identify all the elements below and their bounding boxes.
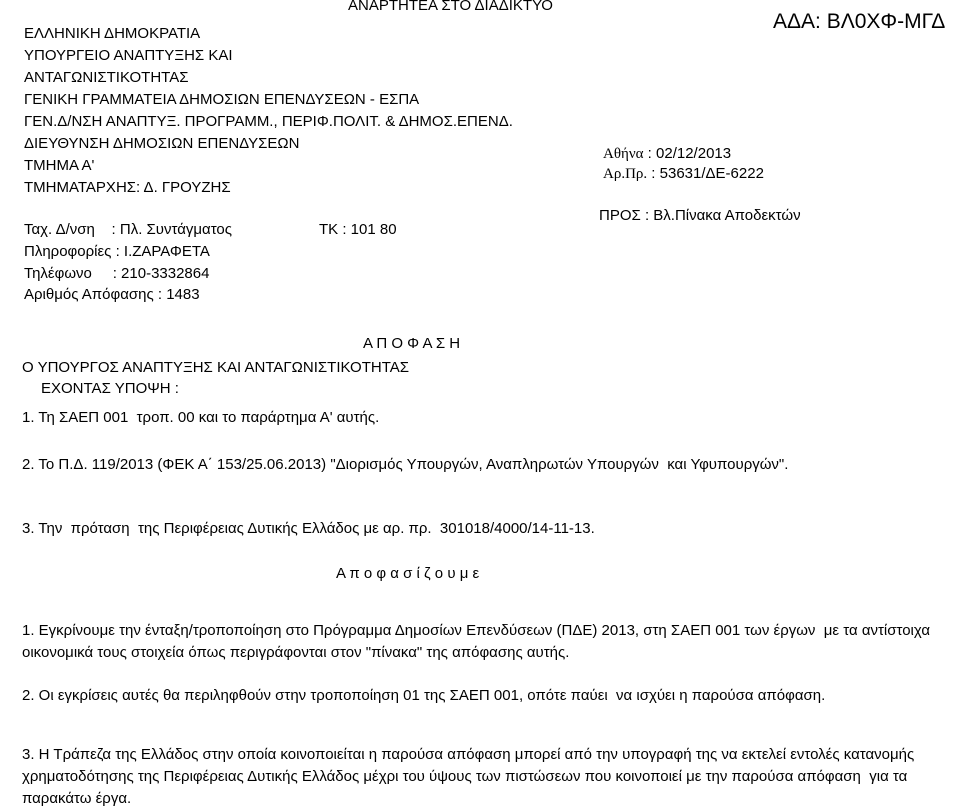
sender-line: ΕΛΛΗΝΙΚΗ ΔΗΜΟΚΡΑΤΙΑ	[24, 25, 201, 42]
sender-address: Ταχ. Δ/νση : Πλ. Συντάγματος	[24, 221, 232, 238]
ada-code: ΑΔΑ: ΒΛ0ΧΦ-ΜΓΔ	[773, 10, 946, 33]
protocol-label: Αρ.Πρ.	[603, 166, 648, 182]
protocol-value: : 53631/ΔΕ-6222	[647, 165, 764, 182]
considering-heading: ΕΧΟΝΤΑΣ ΥΠΟΨΗ :	[41, 380, 179, 397]
sender-line: ΥΠΟΥΡΓΕΙΟ ΑΝΑΠΤΥΞΗΣ ΚΑΙ	[24, 47, 233, 64]
consideration-item: 2. Το Π.Δ. 119/2013 (ΦΕΚ Α΄ 153/25.06.2013) "Διορισμός Υπουργών, Αναπληρωτών Υπουργών και Υφυπουργών".	[22, 456, 789, 473]
sender-line: ΓΕΝ.Δ/ΝΣΗ ΑΝΑΠΤΥΞ. ΠΡΟΓΡΑΜΜ., ΠΕΡΙΦ.ΠΟΛΙΤ. & ΔΗΜΟΣ.ΕΠΕΝΔ.	[24, 113, 513, 130]
sender-line: ΔΙΕΥΘΥΝΣΗ ΔΗΜΟΣΙΩΝ ΕΠΕΝΔΥΣΕΩΝ	[24, 135, 300, 152]
sender-line: ΤΜΗΜΑΤΑΡΧΗΣ: Δ. ΓΡΟΥΖΗΣ	[24, 179, 231, 196]
sender-line: ΓΕΝΙΚΗ ΓΡΑΜΜΑΤΕΙΑ ΔΗΜΟΣΙΩΝ ΕΠΕΝΔΥΣΕΩΝ - ΕΣΠΑ	[24, 91, 420, 108]
decision-item: 3. Η Τράπεζα της Ελλάδος στην οποία κοινοποιείται η παρούσα απόφαση μπορεί από την υπογραφή της να εκτελεί εντολές κατανομής χρηματοδότησης της Περιφέρειας Δυτικής Ελλάδος μέχρι του ύψους των πιστώσεων που κοινοποιεί με την παρούσα απόφαση για τα παρακάτω έργα.	[22, 746, 919, 807]
date-label: Αθήνα	[603, 146, 644, 162]
posted-online-label: ΑΝΑΡΤΗΤΕΑ ΣΤΟ ΔΙΑΔΙΚΤΥΟ	[348, 0, 553, 14]
protocol-line	[603, 165, 764, 183]
consideration-item: 3. Την πρόταση της Περιφέρειας Δυτικής Ελλάδος με αρ. πρ. 301018/4000/14-11-13.	[22, 520, 595, 537]
decides-heading: Α π ο φ α σ ί ζ ο υ μ ε	[336, 565, 480, 582]
decision-number: Αριθμός Απόφασης : 1483	[24, 286, 200, 303]
decision-title: Α Π Ο Φ Α Σ Η	[363, 335, 461, 352]
date-value: : 02/12/2013	[643, 145, 732, 162]
sender-line: ΤΜΗΜΑ Α'	[24, 157, 95, 174]
decision-item: 2. Οι εγκρίσεις αυτές θα περιληφθούν στην τροποποίηση 01 της ΣΑΕΠ 001, οπότε παύει να ισχύει η παρούσα απόφαση.	[22, 687, 826, 704]
minister-line: Ο ΥΠΟΥΡΓΟΣ ΑΝΑΠΤΥΞΗΣ ΚΑΙ ΑΝΤΑΓΩΝΙΣΤΙΚΟΤΗΤΑΣ	[22, 359, 410, 376]
sender-postcode: ΤΚ : 101 80	[319, 221, 397, 238]
consideration-item: 1. Τη ΣΑΕΠ 001 τροπ. 00 και το παράρτημα Α' αυτής.	[22, 409, 380, 426]
date-line	[603, 145, 731, 163]
sender-info: Πληροφορίες : Ι.ΖΑΡΑΦΕΤΑ	[24, 243, 210, 260]
sender-line: ΑΝΤΑΓΩΝΙΣΤΙΚΟΤΗΤΑΣ	[24, 69, 189, 86]
sender-phone: Τηλέφωνο : 210-3332864	[24, 265, 210, 282]
recipients-line: ΠΡΟΣ : Βλ.Πίνακα Αποδεκτών	[599, 207, 801, 224]
decision-item: 1. Εγκρίνουμε την ένταξη/τροποποίηση στο Πρόγραμμα Δημοσίων Επενδύσεων (ΠΔΕ) 2013, στη ΣΑΕΠ 001 των έργων με τα αντίστοιχα οικονομικά τους στοιχεία όπως περιγράφονται στον "πίνακα" της απόφασης αυτής.	[22, 622, 935, 661]
